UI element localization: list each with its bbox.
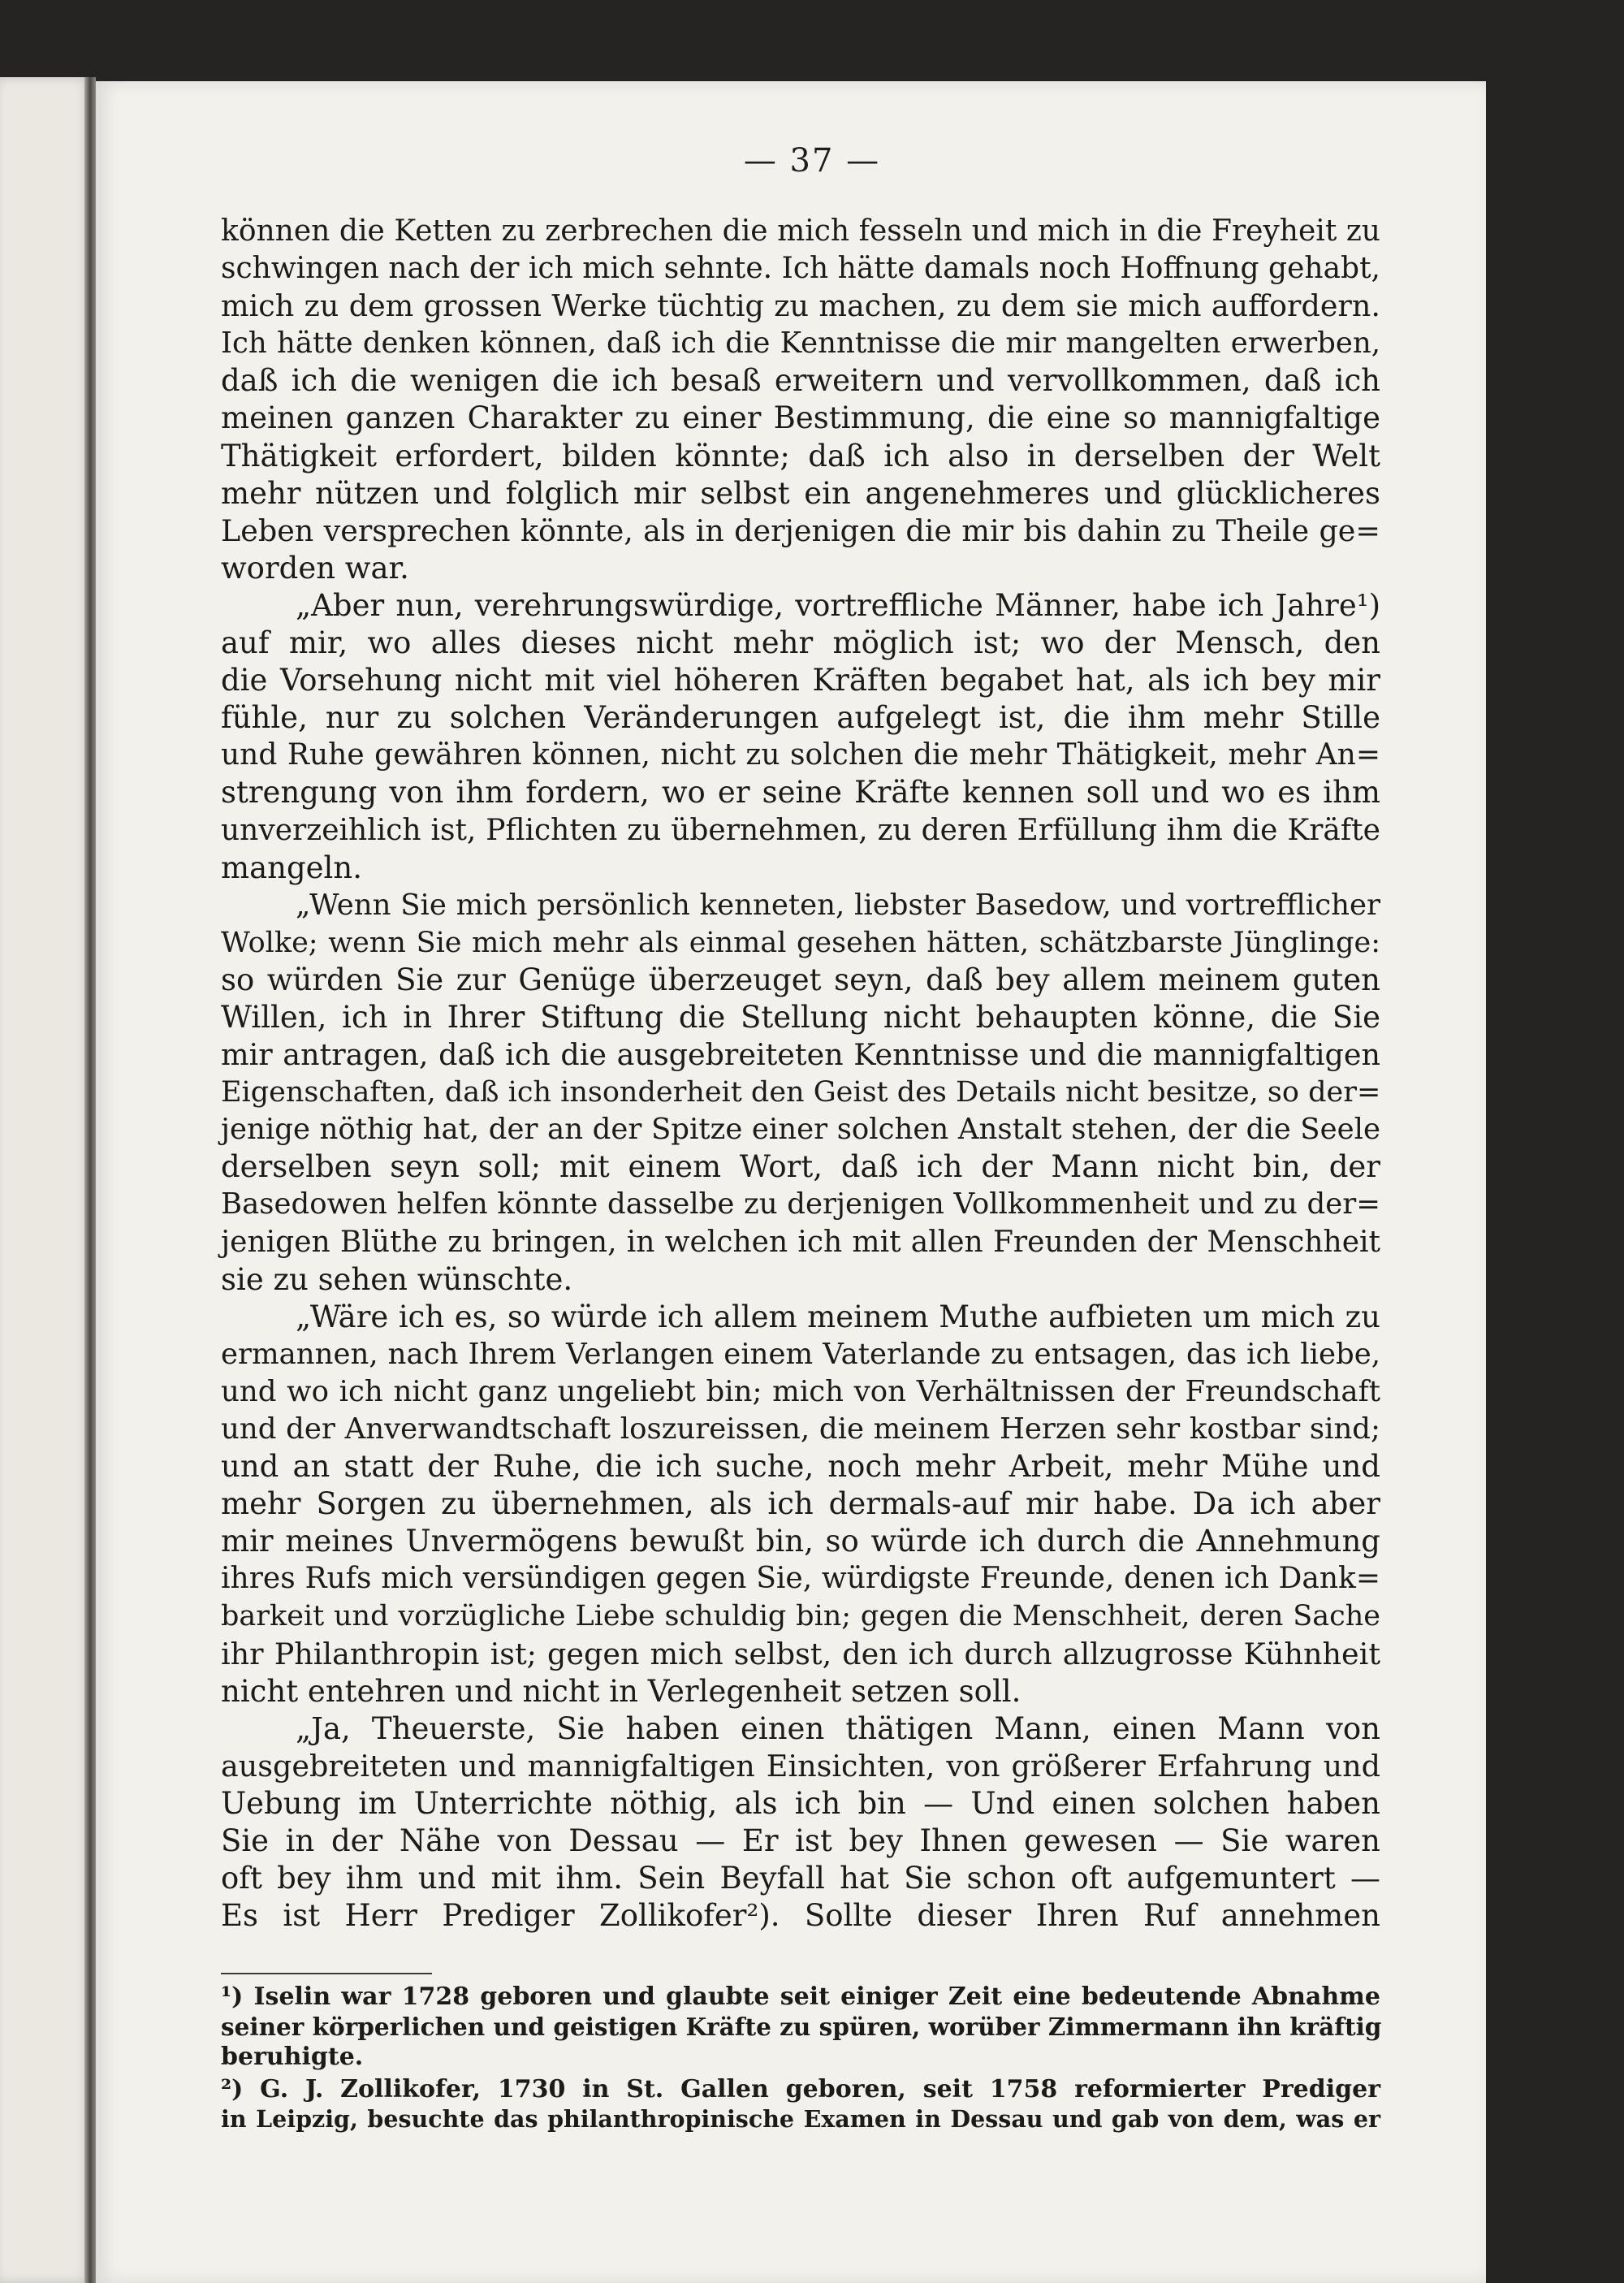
footnote-line: ¹) Iselin war 1728 geboren und glaubte seit einiger Zeit eine bedeutende Abnahme xyxy=(221,1982,1380,2011)
footnote-line: in Leipzig, besuchte das philanthropinische Examen in Dessau und gab von dem, was er xyxy=(221,2105,1380,2133)
text-line: mir antragen, daß ich die ausgebreiteten Kenntnisse und die mannigfaltigen xyxy=(221,1037,1380,1073)
footnote-line: ²) G. J. Zollikofer, 1730 in St. Gallen geboren, seit 1758 reformierter Prediger xyxy=(221,2075,1380,2104)
text-line: und wo ich nicht ganz ungeliebt bin; mich von Verhältnissen der Freundschaft xyxy=(221,1374,1380,1408)
footnote-line: beruhigte. xyxy=(221,2043,364,2071)
page-number: — 37 — xyxy=(743,142,881,179)
text-line: mangeln. xyxy=(221,850,362,885)
text-line: auf mir, wo alles dieses nicht mehr möglich ist; wo der Mensch, den xyxy=(221,625,1380,661)
text-line: unverzeihlich ist, Pflichten zu übernehmen, zu deren Erfüllung ihm die Kräfte xyxy=(221,813,1380,847)
text-line: derselben seyn soll; mit einem Wort, daß ich der Mann nicht bin, der xyxy=(221,1149,1380,1185)
text-line: Uebung im Unterrichte nöthig, als ich bin — Und einen solchen haben xyxy=(221,1785,1380,1821)
text-line: fühle, nur zu solchen Veränderungen aufgelegt ist, die ihm mehr Stille xyxy=(221,700,1380,736)
scan-background-top xyxy=(0,0,1624,81)
book-gutter xyxy=(84,77,96,2283)
text-line: schwingen nach der ich mich sehnte. Ich hätte damals noch Hoffnung gehabt, xyxy=(221,252,1380,286)
text-line: jenigen Blüthe zu bringen, in welchen ich mit allen Freunden der Menschheit xyxy=(221,1225,1380,1259)
text-line: Eigenschaften, daß ich insonderheit den Geist des Details nicht besitze, so der= xyxy=(221,1076,1381,1109)
footnotes xyxy=(221,1982,1380,2134)
text-line: ihres Rufs mich versündigen gegen Sie, würdigste Freunde, denen ich Dank= xyxy=(221,1562,1380,1596)
text-line: oft bey ihm und mit ihm. Sein Beyfall hat Sie schon oft aufgemuntert — xyxy=(221,1861,1380,1896)
text-line: nicht entehren und nicht in Verlegenheit setzen soll. xyxy=(221,1673,1021,1709)
text-line: „Ja, Theuerste, Sie haben einen thätigen Mann, einen Mann von xyxy=(296,1710,1380,1746)
facing-page-edge xyxy=(0,77,91,2283)
text-line: die Vorsehung nicht mit viel höheren Kräften begabet hat, als ich bey mir xyxy=(221,663,1380,698)
text-line: und an statt der Ruhe, die ich suche, noch mehr Arbeit, mehr Mühe und xyxy=(221,1449,1380,1485)
text-line: ausgebreiteten und mannigfaltigen Einsichten, von größerer Erfahrung und xyxy=(221,1748,1380,1784)
text-line: jenige nöthig hat, der an der Spitze einer solchen Anstalt stehen, der die Seele xyxy=(221,1113,1380,1147)
text-line: Ich hätte denken können, daß ich die Kenntnisse die mir mangelten erwerben, xyxy=(221,326,1380,361)
text-line: Sie in der Nähe von Dessau — Er ist bey Ihnen gewesen — Sie waren xyxy=(221,1823,1380,1859)
text-line: und Ruhe gewähren können, nicht zu solchen die mehr Thätigkeit, mehr An= xyxy=(221,738,1380,772)
text-line: Wolke; wenn Sie mich mehr als einmal gesehen hätten, schätzbarste Jünglinge: xyxy=(221,926,1380,959)
main-text xyxy=(221,213,1380,1935)
text-line: sie zu sehen wünschte. xyxy=(221,1261,573,1297)
text-line: Es ist Herr Prediger Zollikofer²). Sollte dieser Ihren Ruf annehmen xyxy=(221,1898,1380,1934)
text-line: barkeit und vorzügliche Liebe schuldig bin; gegen die Menschheit, deren Sache xyxy=(221,1600,1380,1633)
text-line: worden war. xyxy=(221,550,409,586)
text-line: mehr nützen und folglich mir selbst ein angenehmeres und glücklicheres xyxy=(221,475,1380,511)
text-line: ermannen, nach Ihrem Verlangen einem Vaterlande zu entsagen, das ich liebe, xyxy=(221,1337,1380,1371)
text-line: daß ich die wenigen die ich besaß erweitern und vervollkommen, daß ich xyxy=(221,363,1380,399)
text-line: mir meines Unvermögens bewußt bin, so würde ich durch die Annehmung xyxy=(221,1524,1380,1559)
footnote-divider xyxy=(221,1973,432,1974)
text-line: „Aber nun, verehrungswürdige, vortreffliche Männer, habe ich Jahre¹) xyxy=(296,587,1380,623)
text-line: Thätigkeit erfordert, bilden könnte; daß ich also in derselben der Welt xyxy=(221,438,1380,473)
scan-background-right xyxy=(1486,0,1624,2283)
text-line: Basedowen helfen könnte dasselbe zu derjenigen Vollkommenheit und zu der= xyxy=(221,1187,1380,1221)
text-line: können die Ketten zu zerbrechen die mich fesseln und mich in die Freyheit zu xyxy=(221,214,1380,248)
text-line: strengung von ihm fordern, wo er seine Kräfte kennen soll und wo es ihm xyxy=(221,775,1380,811)
text-line: und der Anverwandtschaft loszureissen, die meinem Herzen sehr kostbar sind; xyxy=(221,1412,1380,1446)
text-line: Leben versprechen könnte, als in derjenigen die mir bis dahin zu Theile ge= xyxy=(221,512,1380,548)
text-line: mehr Sorgen zu übernehmen, als ich dermals-auf mir habe. Da ich aber xyxy=(221,1486,1380,1522)
text-line: Willen, ich in Ihrer Stiftung die Stellung nicht behaupten könne, die Sie xyxy=(221,999,1380,1035)
footnote-line: seiner körperlichen und geistigen Kräfte zu spüren, worüber Zimmermann ihn kräftig xyxy=(221,2013,1382,2041)
text-line: „Wenn Sie mich persönlich kenneten, liebster Basedow, und vortrefflicher xyxy=(296,888,1380,922)
text-line: mich zu dem grossen Werke tüchtig zu machen, zu dem sie mich auffordern. xyxy=(221,288,1380,324)
text-line: meinen ganzen Charakter zu einer Bestimmung, die eine so mannigfaltige xyxy=(221,400,1380,436)
text-line: „Wäre ich es, so würde ich allem meinem Muthe aufbieten um mich zu xyxy=(296,1299,1380,1334)
text-line: ihr Philanthropin ist; gegen mich selbst, den ich durch allzugrosse Kühnheit xyxy=(221,1636,1380,1671)
text-line: so würden Sie zur Genüge überzeuget seyn, daß bey allem meinem guten xyxy=(221,962,1380,997)
